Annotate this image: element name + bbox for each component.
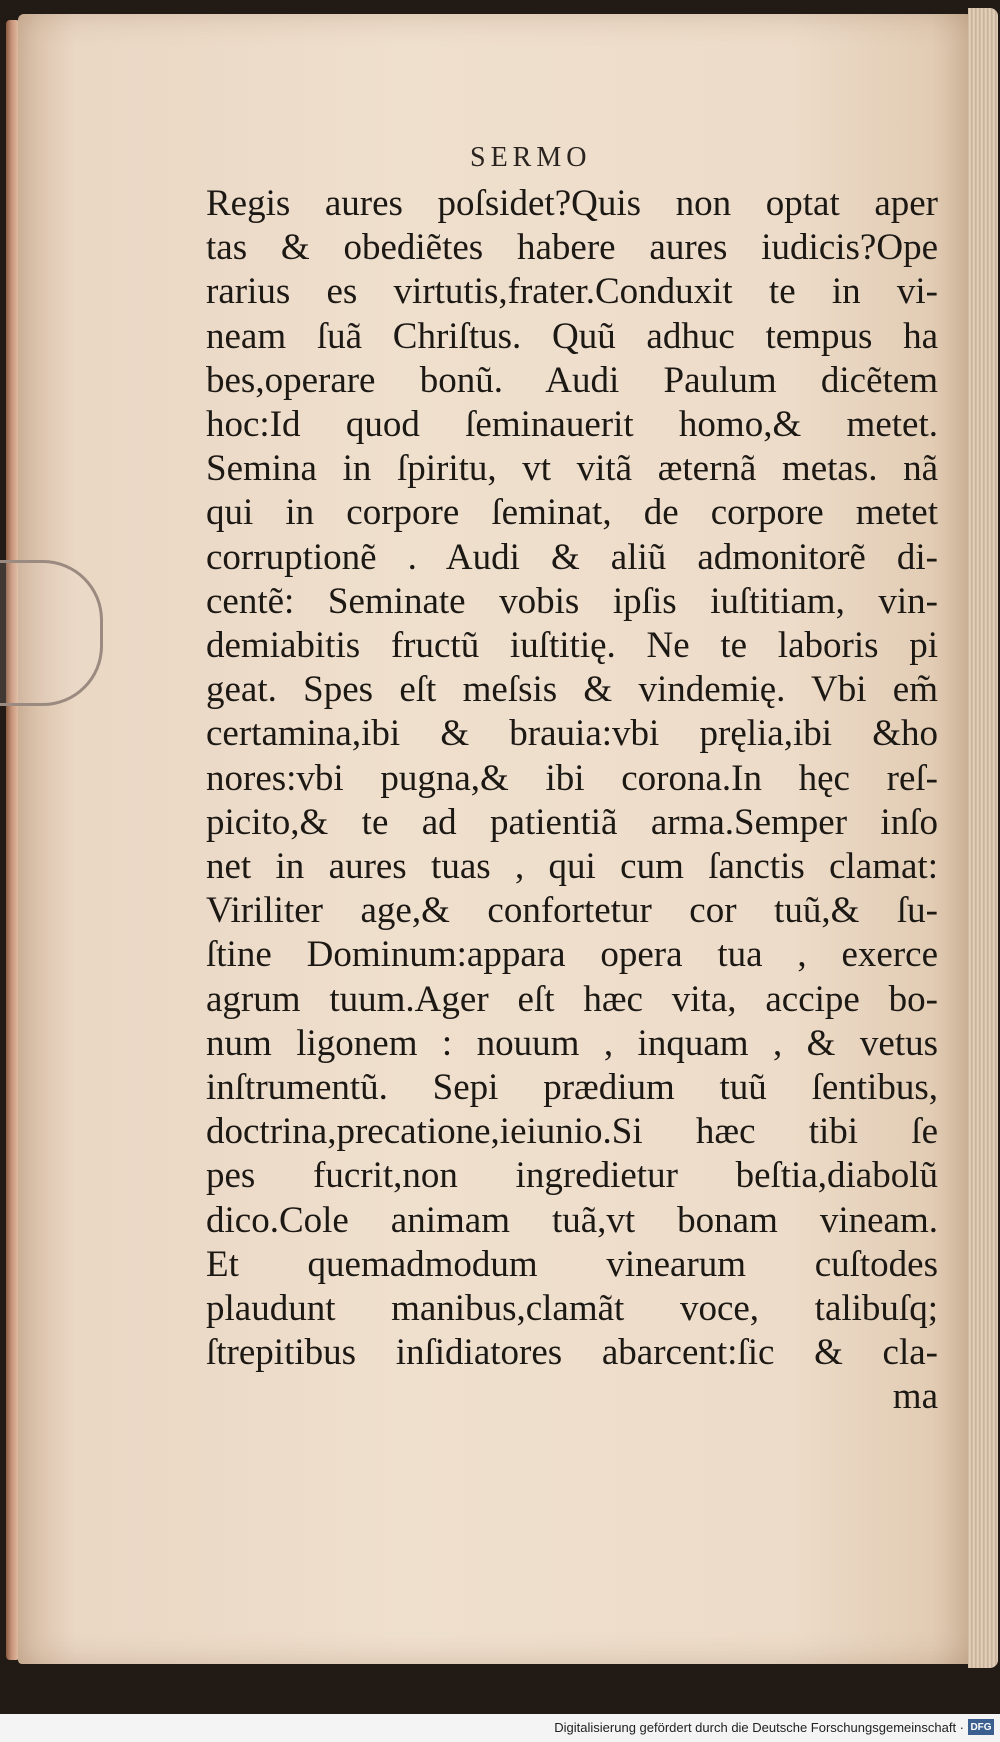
text-line: pes fucrit,non ingredietur beſtia,diabolũ (206, 1155, 938, 1197)
text-line: geat. Spes eſt meſsis & vindemię. Vbi em̃ (206, 669, 938, 711)
text-line: Viriliter age,& confortetur cor tuũ,& ſu- (206, 890, 938, 932)
text-line: num ligonem : nouum , inquam , & vetus (206, 1022, 938, 1064)
text-line: tas & obediẽtes habere aures iudicis?Ope (206, 227, 938, 269)
text-line: corruptionẽ . Audi & aliũ admonitorẽ di- (206, 536, 938, 578)
text-line: neam ſuã Chriſtus. Quũ adhuc tempus ha (206, 315, 938, 357)
catchword: ma (892, 1376, 938, 1418)
text-line: qui in corpore ſeminat, de corpore metet (206, 492, 938, 534)
text-line: nores:vbi pugna,& ibi corona.In hęc reſ- (206, 757, 938, 799)
text-line: centẽ: Seminate vobis ipſis iuſtitiam, vin- (206, 580, 938, 622)
page-clip (0, 560, 103, 706)
text-line: Regis aures poſsidet?Quis non optat aper (206, 183, 938, 224)
text-line: agrum tuum.Ager eſt hæc vita, accipe bo- (206, 978, 938, 1020)
text-line: certamina,ibi & brauia:vbi pręlia,ibi &ho (206, 713, 938, 755)
text-line: Et quemadmodum vinearum cuſtodes (206, 1243, 938, 1285)
running-head: SERMO (470, 142, 592, 173)
text-line: ſtine Dominum:appara opera tua , exerce (206, 934, 938, 976)
text-line: plaudunt manibus,clamãt voce, talibuſq; (206, 1288, 938, 1330)
text-line: net in aures tuas , qui cum ſanctis clamat: (206, 846, 938, 888)
text-line: Semina in ſpiritu, vt vitã æternã metas. nã (206, 448, 938, 490)
text-line: inſtrumentũ. Sepi prædium tuũ ſentibus, (206, 1067, 938, 1109)
text-line: bes,operare bonũ. Audi Paulum dicẽtem (206, 359, 938, 401)
footer-bar (0, 1714, 1000, 1742)
footer-credit: Digitalisierung gefördert durch die Deutsche Forschungsgemeinschaft · (554, 1720, 964, 1735)
text-block (206, 182, 938, 1420)
text-line: rarius es virtutis,frater.Conduxit te in vi- (206, 271, 938, 313)
text-line: dico.Cole animam tuã,vt bonam vineam. (206, 1199, 938, 1241)
text-line: picito,& te ad patientiã arma.Semper inſo (206, 801, 938, 843)
text-line: demiabitis fructũ iuſtitię. Ne te laboris pi (206, 625, 938, 667)
page-edge-right (968, 8, 998, 1668)
text-line: doctrina,precatione,ieiunio.Si hæc tibi ſe (206, 1111, 938, 1153)
dfg-logo: DFG (968, 1719, 994, 1735)
text-line: hoc:Id quod ſeminauerit homo,& metet. (206, 404, 938, 446)
text-line: ſtrepitibus inſidiatores abarcent:ſic & cla- (206, 1332, 938, 1374)
